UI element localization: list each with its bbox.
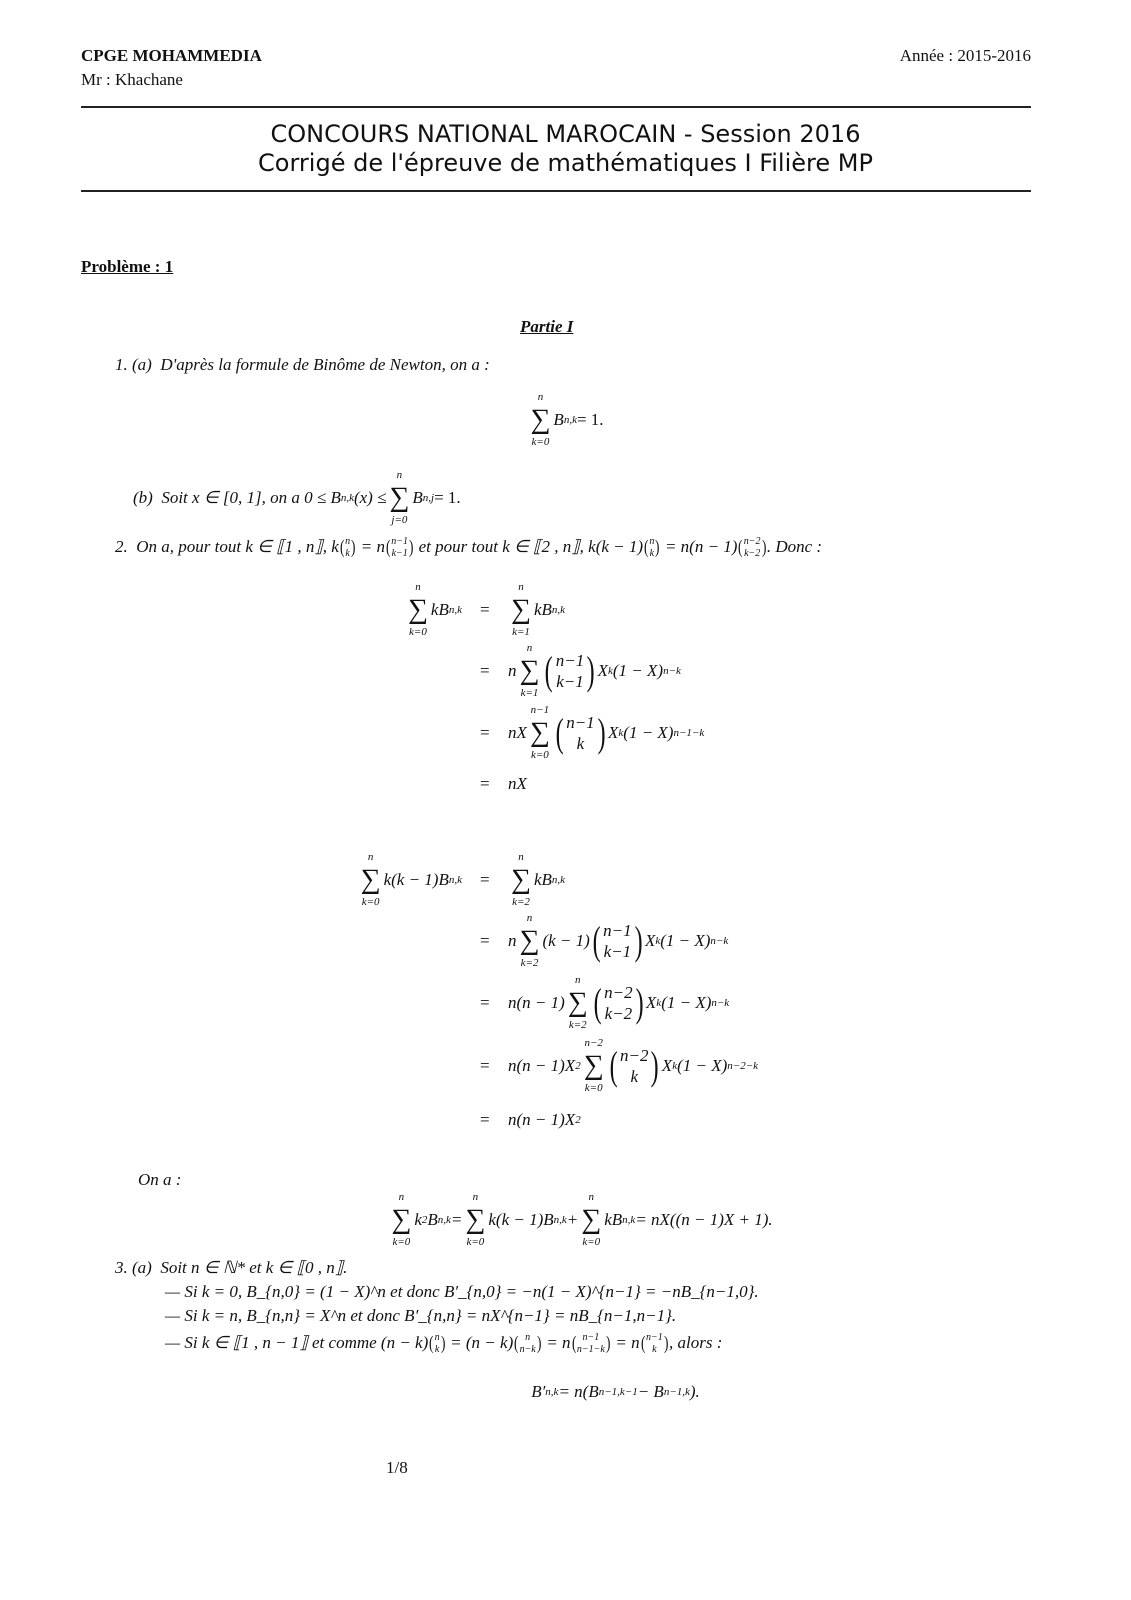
q3a-bullet-2: — Si k = n, B_{n,n} = X^n et donc B′_{n,n} = nX^{n−1} = nB_{n−1,n−1}. [165,1306,677,1325]
title-line1: CONCOURS NATIONAL MAROCAIN - Session 2016 [270,120,861,148]
sum-sign-icon: ∑ [530,404,551,435]
teacher-name: Mr : Khachane [81,70,183,89]
equation-derivative: B′ n,k = n(B n−1,k−1 − B n−1,k ). [531,1382,700,1401]
school-name: CPGE MOHAMMEDIA [81,46,262,65]
part-heading: Partie I [520,317,574,336]
divider [81,106,1031,108]
block1-row3: = nX n−1 ∑ k=0 ( n−1 k ) X k (1 − X) n−1−k [480,704,705,761]
block2-row5: = n(n − 1)X 2 [480,1110,581,1129]
block1-row2: = n n ∑ k=1 ( n−1 k−1 ) X k (1 − X) n−k [480,642,681,699]
divider [81,190,1031,192]
q3a-bullet-1: — Si k = 0, B_{n,0} = (1 − X)^n et donc B′_{n,0} = −n(1 − X)^{n−1} = −nB_{n−1,0}. [165,1282,759,1301]
title-line2: Corrigé de l'épreuve de mathématiques I Filière MP [258,149,873,177]
block1-row1: n ∑ k=0 kB n,k = n ∑ k=1 kB n,k [407,581,566,638]
q3a-text: 3. (a) Soit n ∈ ℕ* et k ∈ ⟦0 , n⟧. [115,1258,348,1277]
problem-heading: Problème : 1 [81,257,174,276]
equation-k2-sum: n ∑ k=0 k 2 B n,k = n ∑ k=0 k(k − 1)B n,k + n ∑ k=0 kB n,k = nX((n − 1)X + 1). [391,1191,773,1248]
q3a-bullet-3: — Si k ∈ ⟦1 , n − 1⟧ et comme (n − k) ( n k ) = (n − k) ( n n−k ) = n ( n−1 n−1−k ) = n ( n−1 k ) , alors : [165,1332,723,1356]
block2-row2: = n n ∑ k=2 (k − 1) ( n−1 k−1 ) X k (1 − X) n−k [480,912,729,969]
on-a-text: On a : [138,1170,182,1189]
sum-lower-limit: k=0 [531,436,550,448]
block1-row4: = nX [480,774,527,793]
page-number: 1/8 [386,1458,408,1477]
block2-row4: = n(n − 1)X 2 n−2 ∑ k=0 ( n−2 k ) X k (1 − X) n−2−k [480,1037,758,1094]
q1a-label: 1. (a) D'après la formule de Binôme de Newton, on a : [115,355,490,374]
school-year: Année : 2015-2016 [899,46,1031,65]
q2-text: 2. On a, pour tout k ∈ ⟦1 , n⟧, k ( n k ) = n ( n−1 k−1 ) et pour tout k ∈ ⟦2 , n⟧, k(k − 1) ( n k ) = n(n − 1) ( n−2 k−2 ) . Donc : [115,536,823,559]
block2-row1: n ∑ k=0 k(k − 1)B n,k = n ∑ k=2 kB n,k [360,851,566,908]
q1b-text: (b) Soit x ∈ [0, 1], on a 0 ≤ B n,k (x) ≤ n ∑ j=0 B n,j = 1. [133,469,461,526]
sum-upper-limit: n [537,391,544,403]
equation-sum-bnk: n ∑ k=0 B n,k = 1. [530,391,604,448]
block2-row3: = n(n − 1) n ∑ k=2 ( n−2 k−2 ) X k (1 − X) n−k [480,974,730,1031]
